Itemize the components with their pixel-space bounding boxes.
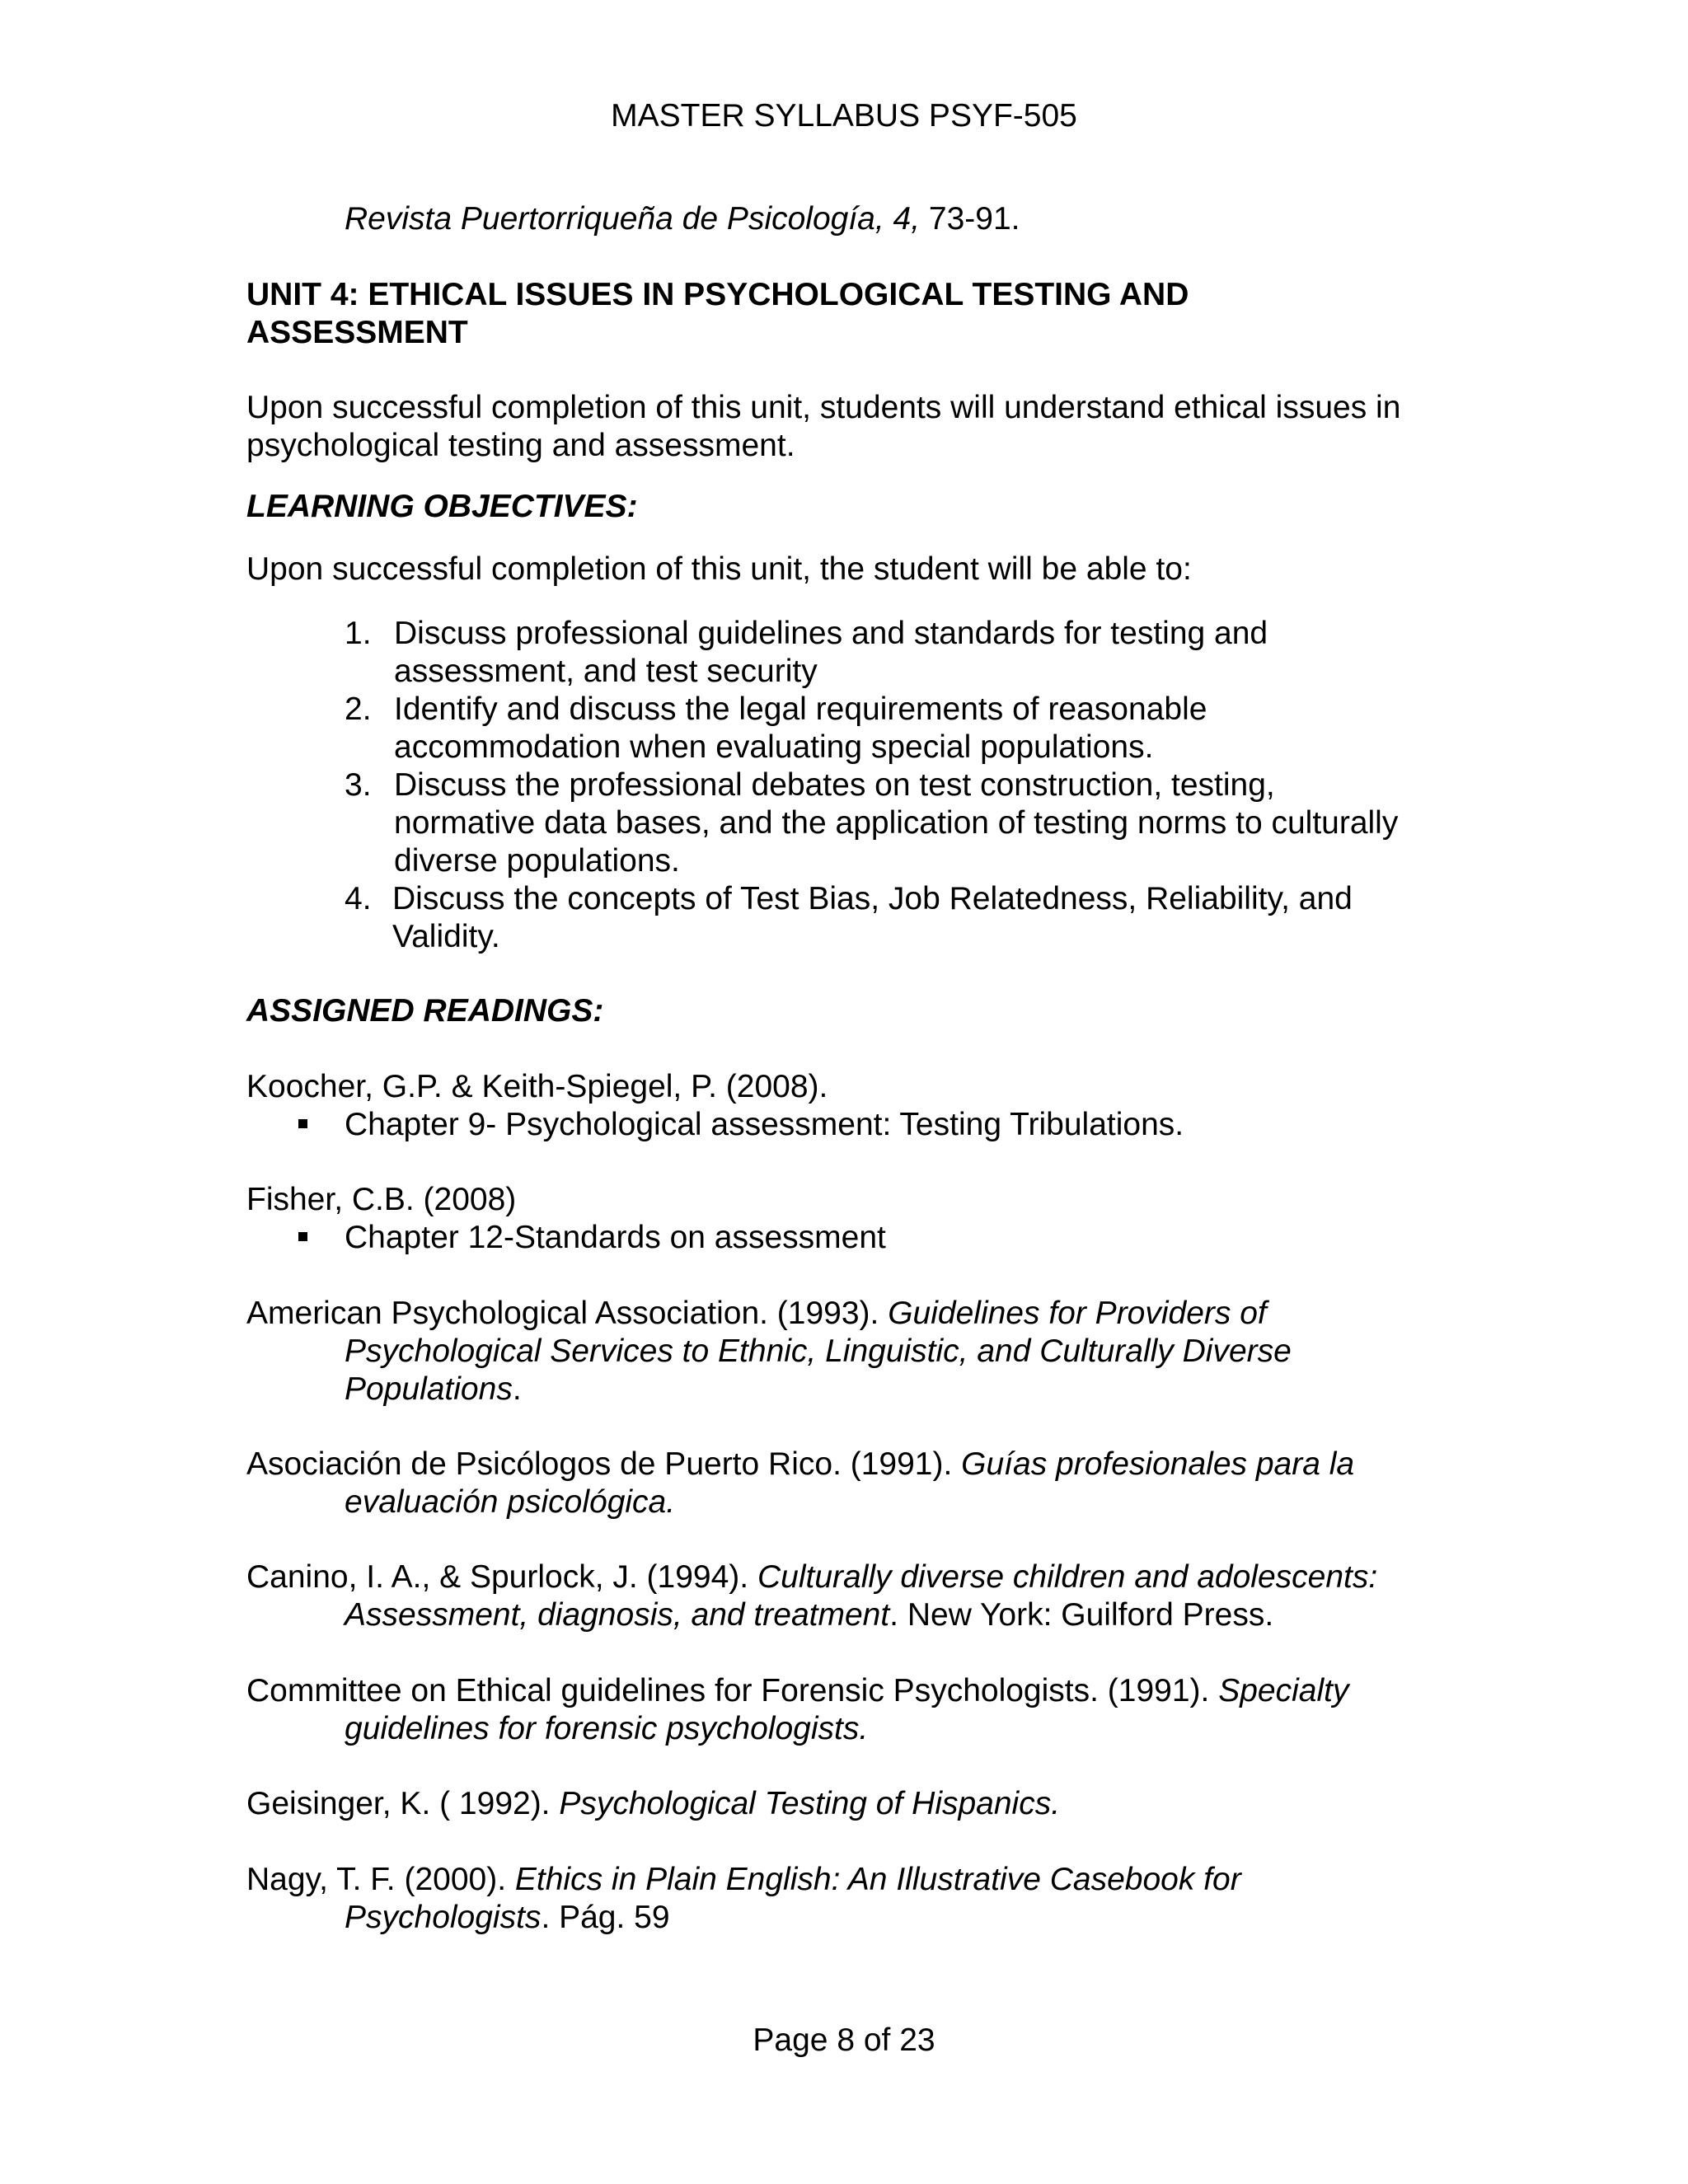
reference-title: Assessment, diagnosis, and treatment — [345, 1597, 890, 1633]
objective-text: Discuss the concepts of Test Bias, Job Relatedness, Reliability, and — [392, 881, 1353, 916]
reference-title: Guidelines for Providers of — [888, 1296, 1267, 1331]
reference-text: American Psychological Association. (1993). — [246, 1296, 889, 1331]
reference-line — [246, 1785, 1060, 1823]
unit-title-line-2: ASSESSMENT — [246, 315, 468, 350]
page-number: Page 8 of 23 — [753, 2022, 935, 2058]
continued-citation — [345, 200, 1020, 238]
reference-chapter: Chapter 9- Psychological assessment: Testing Tribulations. — [345, 1107, 1184, 1142]
objective-text: assessment, and test security — [394, 654, 818, 689]
objective-text: Identify and discuss the legal requirements of reasonable — [394, 691, 1207, 727]
reference-chapter: Chapter 12-Standards on assessment — [345, 1220, 886, 1255]
square-bullet-icon — [298, 1232, 307, 1241]
unit-title-line-1: UNIT 4: ETHICAL ISSUES IN PSYCHOLOGICAL TESTING AND — [246, 277, 1189, 312]
reference-line — [246, 1861, 1241, 1899]
learning-objectives-heading: LEARNING OBJECTIVES: — [246, 489, 638, 524]
reference-title: Culturally diverse children and adolescents: — [757, 1559, 1378, 1595]
page-header: MASTER SYLLABUS PSYF-505 — [611, 98, 1077, 134]
reference-title: Psychological Services to Ethnic, Linguistic, and Culturally Diverse — [345, 1333, 1292, 1369]
objective-text: Validity. — [392, 919, 500, 954]
reference-line — [246, 1446, 1354, 1483]
reference-text: Nagy, T. F. (2000). — [246, 1862, 515, 1897]
reference-line — [246, 1295, 1267, 1333]
objective-text: Discuss professional guidelines and standards for testing and — [394, 616, 1268, 651]
reference-title: Ethics in Plain English: An Illustrative Casebook for — [514, 1862, 1241, 1897]
reference-title: Specialty — [1218, 1673, 1349, 1708]
objective-text: diverse populations. — [394, 843, 680, 879]
reference-text: . Pág. 59 — [541, 1900, 670, 1935]
reference-author: Koocher, G.P. & Keith-Spiegel, P. (2008). — [246, 1069, 828, 1104]
assigned-readings-heading: ASSIGNED READINGS: — [246, 993, 604, 1029]
reference-line — [246, 1558, 1377, 1596]
reference-title: evaluación psicológica. — [345, 1484, 676, 1520]
reference-text: . — [512, 1371, 522, 1407]
objective-number: 3. — [345, 767, 372, 803]
objective-number: 2. — [345, 691, 372, 727]
objective-text: Discuss the professional debates on test construction, testing, — [394, 767, 1275, 803]
objective-number: 4. — [345, 881, 372, 916]
reference-title: guidelines for forensic psychologists. — [345, 1711, 869, 1746]
objective-text: normative data bases, and the application of testing norms to culturally — [394, 805, 1399, 841]
reference-line — [345, 1371, 522, 1408]
objective-text: accommodation when evaluating special populations. — [394, 729, 1154, 765]
citation-journal: Revista Puertorriqueña de Psicología, 4, — [345, 201, 921, 237]
reference-title: Psychological Testing of Hispanics. — [559, 1786, 1061, 1821]
reference-author: Fisher, C.B. (2008) — [246, 1182, 517, 1217]
unit-intro-line-1: Upon successful completion of this unit, students will understand ethical issues in — [246, 390, 1401, 425]
reference-text: Committee on Ethical guidelines for Forensic Psychologists. (1991). — [246, 1673, 1219, 1708]
reference-text: Geisinger, K. ( 1992). — [246, 1786, 560, 1821]
reference-line — [246, 1672, 1348, 1710]
square-bullet-icon — [298, 1119, 307, 1128]
reference-title: Psychologists — [345, 1900, 542, 1935]
reference-title: Guías profesionales para la — [961, 1446, 1355, 1482]
reference-title: Populations — [345, 1371, 513, 1407]
objective-number: 1. — [345, 616, 372, 651]
unit-intro-line-2: psychological testing and assessment. — [246, 428, 795, 463]
reference-text: Canino, I. A., & Spurlock, J. (1994). — [246, 1559, 757, 1595]
reference-text: . New York: Guilford Press. — [889, 1597, 1274, 1633]
reference-text: Asociación de Psicólogos de Puerto Rico. (1991). — [246, 1446, 962, 1482]
learning-objectives-lead: Upon successful completion of this unit, the student will be able to: — [246, 551, 1192, 587]
reference-line — [345, 1899, 670, 1937]
reference-line — [345, 1596, 1273, 1634]
citation-pages: 73-91. — [920, 201, 1020, 237]
